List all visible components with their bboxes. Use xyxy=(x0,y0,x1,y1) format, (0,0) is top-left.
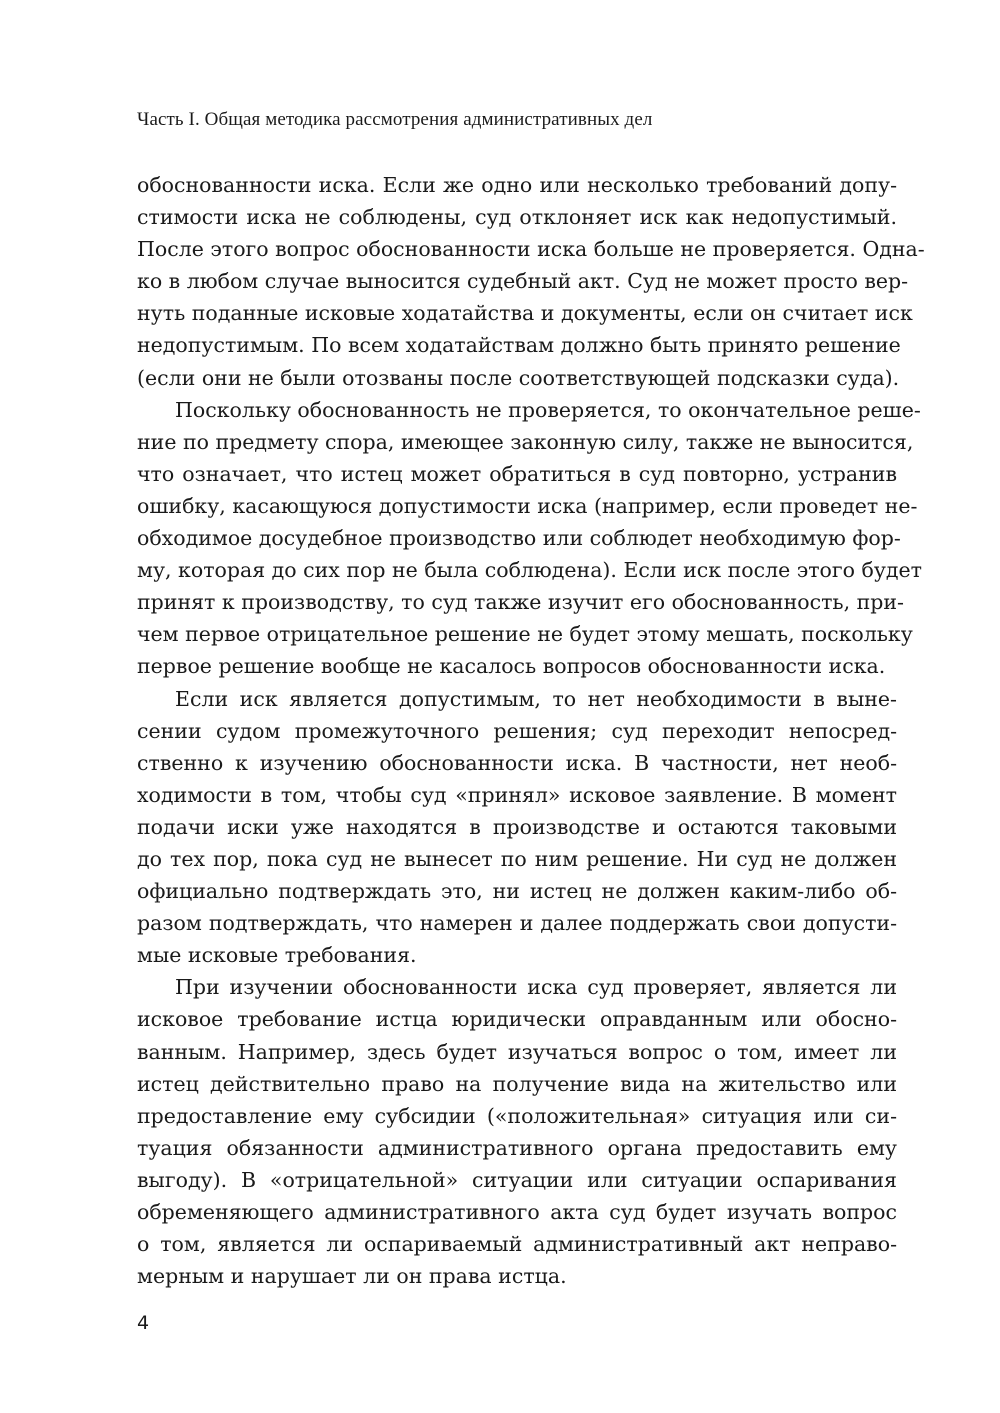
text-line: обременяющего административного акта суд будет изучать вопрос xyxy=(137,1200,897,1224)
paragraph xyxy=(137,169,925,394)
text-line: ственно к изучению обоснованности иска. В частности, нет необ- xyxy=(137,750,897,775)
text-line: Если иск является допустимым, то нет необходимости в выне- xyxy=(175,686,897,711)
text-line: первое решение вообще не касалось вопросов обоснованности иска. xyxy=(137,654,886,679)
text-line: ходимости в том, чтобы суд «принял» исковое заявление. В момент xyxy=(137,782,897,807)
text-line: чем первое отрицательное решение не будет этому мешать, поскольку xyxy=(137,622,913,647)
page-number: 4 xyxy=(137,1312,150,1334)
text-line: ние по предмету спора, имеющее законную силу, также не выносится, xyxy=(137,429,914,454)
paragraph xyxy=(137,683,897,972)
text-line: принят к производству, то суд также изучит его обоснованность, при- xyxy=(137,590,904,615)
text-line: выгоду). В «отрицательной» ситуации или ситуации оспаривания xyxy=(137,1167,897,1192)
text-line: нуть поданные исковые ходатайства и документы, если он считает иск xyxy=(137,301,913,326)
text-line: (если они не были отозваны после соответствующей подсказки суда). xyxy=(137,365,900,390)
text-line: ошибку, касающуюся допустимости иска (например, если проведет не- xyxy=(137,493,918,518)
text-line: мерным и нарушает ли он права истца. xyxy=(137,1264,567,1289)
body-text xyxy=(137,169,925,1292)
text-line: му, которая до сих пор не была соблюдена). Если иск после этого будет xyxy=(137,558,922,583)
text-line: о том, является ли оспариваемый административный акт неправо- xyxy=(137,1232,897,1257)
text-line: ванным. Например, здесь будет изучаться вопрос о том, имеет ли xyxy=(137,1039,897,1064)
text-line: ко в любом случае выносится судебный акт. Суд не может просто вер- xyxy=(137,269,909,294)
paragraph xyxy=(137,971,897,1292)
text-line: Поскольку обоснованность не проверяется, то окончательное реше- xyxy=(175,397,921,422)
text-line: туация обязанности административного органа предоставить ему xyxy=(137,1135,897,1160)
text-line: обходимое досудебное производство или соблюдет необходимую фор- xyxy=(137,526,901,551)
text-line: разом подтверждать, что намерен и далее поддержать свои допусти- xyxy=(137,911,897,936)
text-line: что означает, что истец может обратиться в суд повторно, устранив xyxy=(137,461,897,486)
text-line: недопустимым. По всем ходатайствам должно быть принято решение xyxy=(137,333,901,358)
text-line: стимости иска не соблюдены, суд отклоняет иск как недопустимый. xyxy=(137,205,897,230)
text-line: обоснованности иска. Если же одно или несколько требований допу- xyxy=(137,173,897,197)
text-line: сении судом промежуточного решения; суд переходит непосред- xyxy=(137,718,897,743)
text-line: официально подтверждать это, ни истец не должен каким-либо об- xyxy=(137,879,897,904)
paragraph xyxy=(137,394,922,683)
text-line: предоставление ему субсидии («положительная» ситуация или си- xyxy=(137,1103,897,1128)
text-line: до тех пор, пока суд не вынесет по ним решение. Ни суд не должен xyxy=(137,846,897,871)
text-line: мые исковые требования. xyxy=(137,943,417,968)
text-line: истец действительно право на получение вида на жительство или xyxy=(137,1071,897,1096)
text-line: исковое требование истца юридически оправданным или обосно- xyxy=(137,1007,897,1032)
running-head: Часть I. Общая методика рассмотрения административных дел xyxy=(137,109,653,130)
text-line: После этого вопрос обоснованности иска больше не проверяется. Одна- xyxy=(137,237,925,262)
text-line: При изучении обоснованности иска суд проверяет, является ли xyxy=(175,975,897,1000)
text-line: подачи иски уже находятся в производстве и остаются таковыми xyxy=(137,814,897,839)
